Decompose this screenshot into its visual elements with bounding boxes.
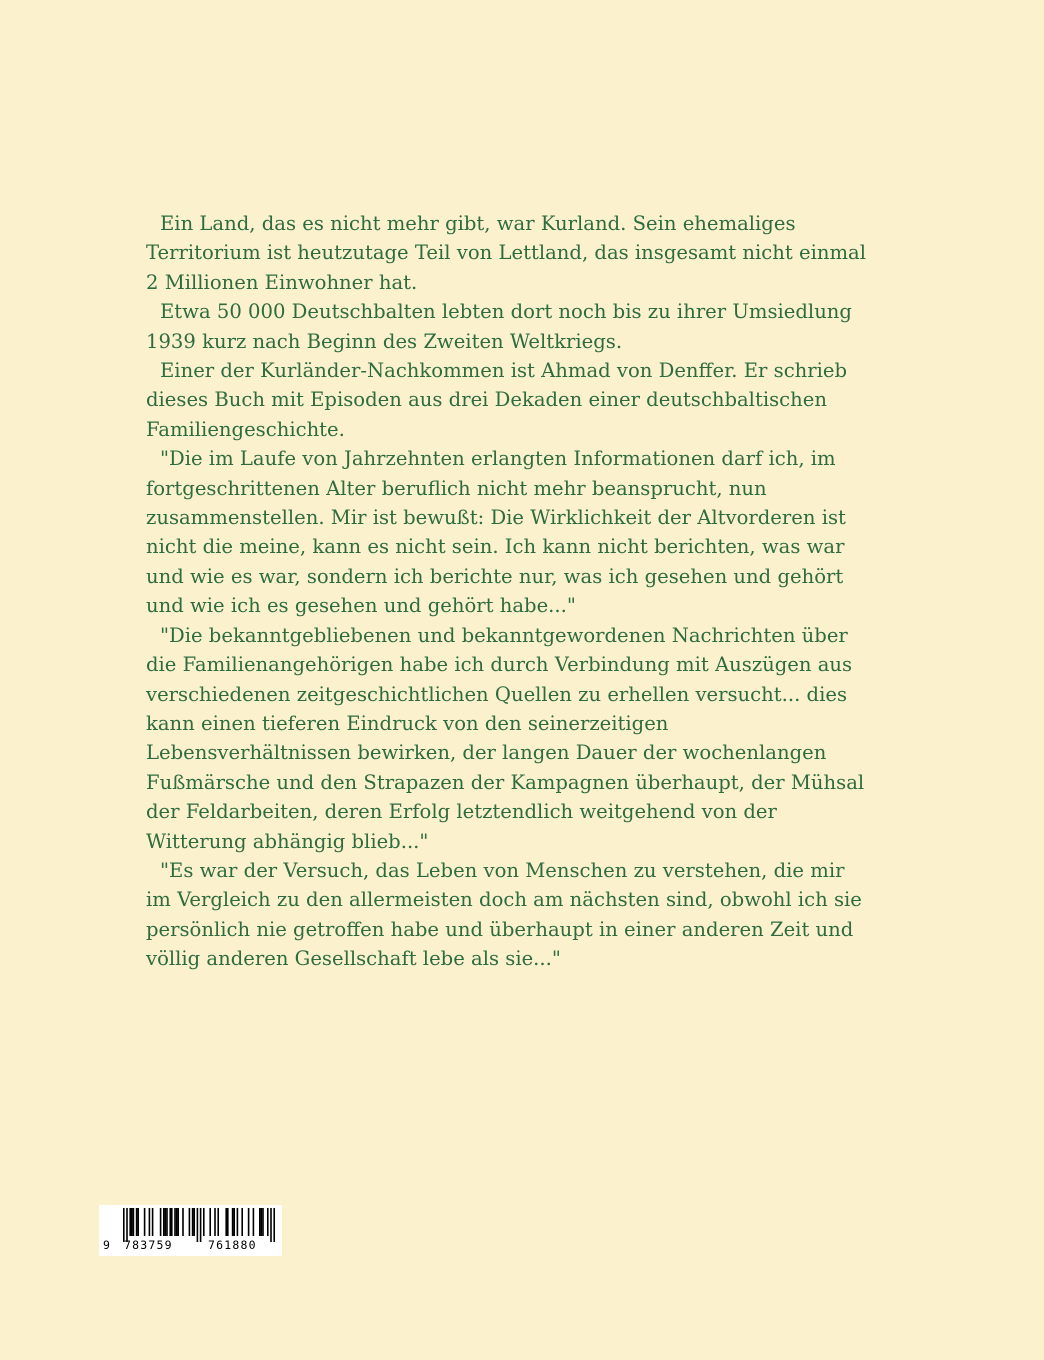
barcode-bar [144,1208,146,1236]
barcode-bar [177,1208,179,1236]
barcode-bar [232,1208,234,1236]
barcode-bar [149,1208,151,1236]
barcode-bar [253,1208,255,1236]
barcode-bar [192,1208,194,1236]
barcode-bar [217,1208,219,1236]
barcode-digits-right: 761880 [208,1238,257,1252]
barcode-bar [227,1208,229,1236]
barcode-bar [200,1208,202,1242]
barcode-bar [203,1208,205,1236]
barcode-bar [262,1208,264,1236]
barcode-bar [189,1208,191,1236]
blurb-paragraph: Ein Land, das es nicht mehr gibt, war Kurland. Sein ehemaliges Territorium ist heutzutage Teil von Lettland, das insgesamt nicht einmal 2 Millionen Einwohner hat. [146,212,867,294]
barcode-bar [131,1208,133,1236]
barcode-bar [193,1208,195,1236]
barcode-digits-left: 783759 [124,1238,173,1252]
barcode-bar [267,1208,269,1236]
blurb-paragraph: "Es war der Versuch, das Leben von Menschen zu verstehen, die mir im Vergleich zu den allermeisten doch am nächsten sind, obwohl ich sie persönlich nie getroffen habe und überhaupt in einer anderen Zeit und völlig anderen Gesellschaft lebe als sie..." [146,858,862,971]
blurb-paragraph: Etwa 50 000 Deutschbalten lebten dort noch bis zu ihrer Umsiedlung 1939 kurz nach Beginn des Zweiten Weltkriegs. [146,300,852,353]
barcode-bar [225,1208,227,1236]
barcode-bar [261,1208,263,1236]
blurb-text [146,209,871,974]
barcode-bar [248,1208,250,1236]
barcode-bar [174,1208,176,1236]
barcode-bar [133,1208,135,1236]
barcode-bar [209,1208,211,1236]
barcode-bar [136,1208,138,1236]
barcode-bar [233,1208,235,1236]
barcode-bar [176,1208,178,1236]
barcode-bar [241,1208,243,1236]
barcode-bar [273,1208,275,1242]
barcode-bar [126,1208,128,1242]
barcode-bar [152,1208,154,1236]
blurb-paragraph: "Die bekanntgebliebenen und bekanntgewordenen Nachrichten über die Familienangehörigen habe ich durch Verbindung mit Auszügen aus verschiedenen zeitgeschichtlichen Quellen zu erhellen versucht... dies kann einen tieferen Eindruck von den seinerzeitigen Lebensverhältnissen bewirken, der langen Dauer der wochenlangen Fußmärsche und den Strapazen der Kampagnen überhaupt, der Mühsal der Feldarbeiten, deren Erfolg letztendlich weitgehend von der Witterung abhängig blieb..." [146,623,865,853]
barcode-bar [259,1208,261,1236]
barcode-bar [137,1208,139,1236]
barcode-bar [171,1208,173,1236]
barcode-bar [166,1208,168,1236]
barcode-bar [163,1208,165,1236]
barcode-bar [237,1208,239,1236]
blurb-paragraph: "Die im Laufe von Jahrzehnten erlangten Informationen darf ich, im fortgeschrittenen Alter beruflich nicht mehr beansprucht, nun zusammenstellen. Mir ist bewußt: Die Wirklichkeit der Altvorderen ist nicht die meine, kann es nicht sein. Ich kann nicht berichten, was war und wie es war, sondern ich berichte nur, was ich gesehen und gehört und wie ich es gesehen und gehört habe..." [146,447,846,618]
barcode-lead-digit: 9 [103,1238,110,1252]
barcode-bar [160,1208,162,1236]
barcode-bar [165,1208,167,1236]
barcode-bar [169,1208,171,1236]
barcode-bar [182,1208,184,1236]
barcode-bar [123,1208,125,1242]
barcode-bar [197,1208,199,1242]
blurb-paragraph: Einer der Kurländer-Nachkommen ist Ahmad von Denffer. Er schrieb dieses Buch mit Episoden aus drei Dekaden einer deutschbaltischen Familiengeschichte. [146,359,848,441]
barcode-bar [129,1208,131,1236]
barcode-bar [214,1208,216,1236]
isbn-barcode [99,1205,282,1256]
barcode-bar [270,1208,272,1242]
